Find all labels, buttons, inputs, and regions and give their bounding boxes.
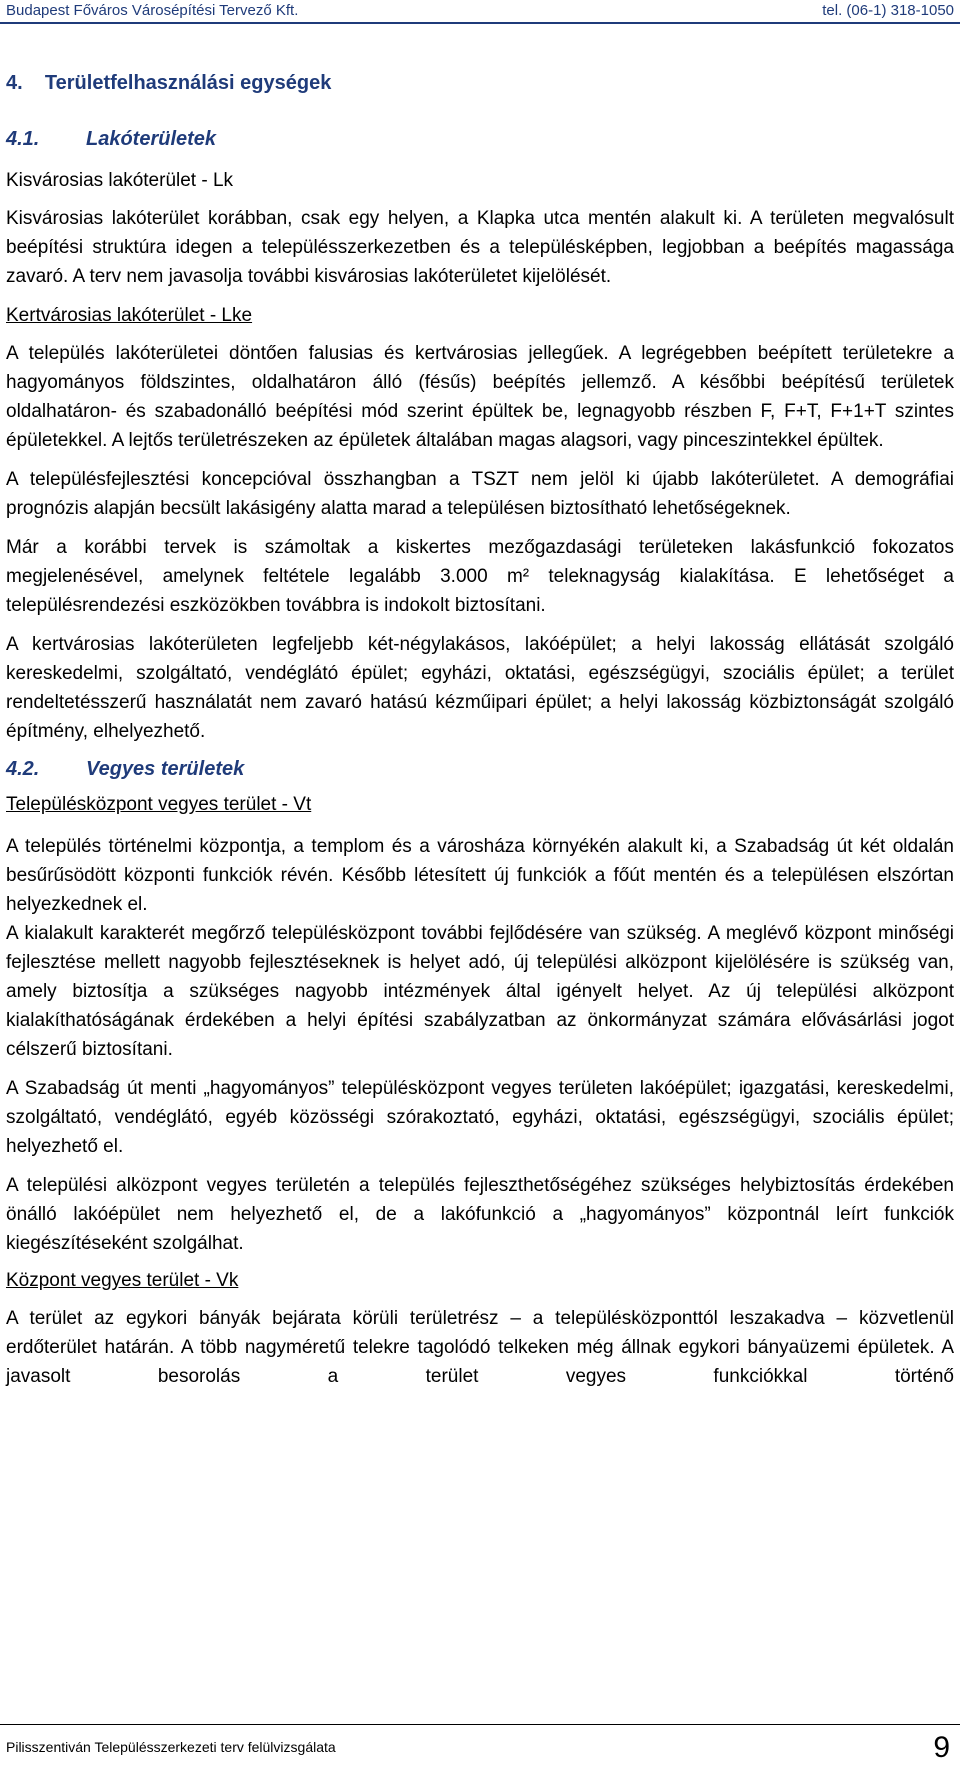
lke-heading: Kertvárosias lakóterület - Lke xyxy=(6,305,253,326)
lk-paragraph: Kisvárosias lakóterület korábban, csak egy helyen, a Klapka utca mentén alakult ki. A területen megvalósult beépítési struktúra idegen a településszerkezetben és a településképben, legjobban a beépítés magassága zavaró. A terv nem javasolja további kisvárosias lakóterületet kijelölését. xyxy=(6,208,954,287)
section-title: 4. Területfelhasználási egységek xyxy=(6,72,332,94)
vk-heading: Központ vegyes terület - Vk xyxy=(6,1270,239,1291)
lke-paragraph-3: Már a korábbi tervek is számoltak a kiskertes mezőgazdasági területeken lakásfunkció fokozatos megjelenésével, amelynek feltétele legalább 3.000 m² teleknagyság kialakítása. E lehetőséget a településrendezési eszközökben továbbra is indokolt biztosítani. xyxy=(6,537,954,616)
footer-document-title: Pilisszentiván Településszerkezeti terv felülvizsgálata xyxy=(6,1739,336,1755)
page-footer xyxy=(0,1724,960,1770)
lke-paragraph-4: A kertvárosias lakóterületen legfeljebb két-négylakásos, lakóépület; a helyi lakosság ellátását szolgáló kereskedelmi, szolgáltató, vendéglátó épület; egyházi, oktatási, egészségügyi, szociális épület; a terület rendeltetésszerű használatát nem zavaró hatású kézműipari épület; a helyi lakosság közbiztonságát szolgáló építmény, elhelyezhető. xyxy=(6,634,954,742)
vk-paragraph: A terület az egykori bányák bejárata körüli területrész – a településközponttól leszakadva – közvetlenül erdőterület határán. A több nagyméretű telekre tagolódó telkeken még állnak egykori bányaüzemi épületek. A javasolt besorolás a terület vegyes funkciókkal történő xyxy=(6,1308,954,1387)
vt-paragraph-1: A település történelmi központja, a templom és a városháza környékén alakult ki, a Szabadság út két oldalán besűrűsödött központi funkciók révén. Később létesített új funkciók a főút mentén és a településen elszórtan helyezkednek el. xyxy=(6,836,954,915)
page-number: 9 xyxy=(933,1731,950,1764)
page-header xyxy=(0,0,960,24)
lk-heading: Kisvárosias lakóterület - Lk xyxy=(6,170,234,191)
subsection-4-1-heading xyxy=(6,126,954,168)
vt-paragraph-3: A Szabadság út menti „hagyományos” településközpont vegyes területen lakóépület; igazgatási, kereskedelmi, szolgáltató, vendéglátó, egyéb közösségi szórakoztató, egyházi, oktatási, egészségügyi, szociális épület; helyezhető el. xyxy=(6,1078,954,1157)
subsection-title: Lakóterületek xyxy=(86,128,217,150)
vt-heading: Településközpont vegyes terület - Vt xyxy=(6,794,312,815)
subsection-number: 4.1. xyxy=(6,128,40,150)
subsection-number: 4.2. xyxy=(6,758,40,780)
subsection-title: Vegyes területek xyxy=(86,758,245,780)
subsection-4-2-heading xyxy=(6,756,954,792)
header-company: Budapest Főváros Városépítési Tervező Kft. xyxy=(6,2,299,19)
header-phone: tel. (06-1) 318-1050 xyxy=(822,2,954,19)
vt-paragraph-4: A települési alközpont vegyes területén a település fejleszthetőségéhez szükséges helybiztosítás érdekében önálló lakóépület nem helyezhető el, de a lakófunkció a „hagyományos” központnál leírt funkciók kiegészítéseként szolgálhat. xyxy=(6,1175,954,1254)
document-body xyxy=(6,70,954,1391)
lke-paragraph-2: A településfejlesztési koncepcióval összhangban a TSZT nem jelöl ki újabb lakóterületet. A demográfiai prognózis alapján becsült lakásigény alatta marad a településen biztosítható lehetőségeknek. xyxy=(6,469,954,519)
vt-paragraph-2: A kialakult karakterét megőrző településközpont további fejlődésére van szükség. A meglévő központ minőségi fejlesztése mellett nagyobb fejlesztéseknek is helyet adó, új települési alközpont kijelölésére is szükség van, amely biztosítja a szükséges nagyobb intézmények által igényelt helyet. Az új települési alközpont kialakíthatóságának érdekében a helyi építési szabályzatban az önkormányzat számára elővásárlási jogot célszerű biztosítani. xyxy=(6,923,954,1060)
lke-paragraph-1: A település lakóterületei döntően falusias és kertvárosias jellegűek. A legrégebben beépített területekre a hagyományos földszintes, oldalhatáron álló (fésűs) beépítés jellemző. A későbbi beépítésű területek oldalhatáron- és szabadonálló beépítési mód szerint épültek be, legnagyobb részben F, F+T, F+1+T szintes épületekkel. A lejtős területrészeken az épületek általában magas alagsori, vagy pinceszintekkel épültek. xyxy=(6,343,954,451)
